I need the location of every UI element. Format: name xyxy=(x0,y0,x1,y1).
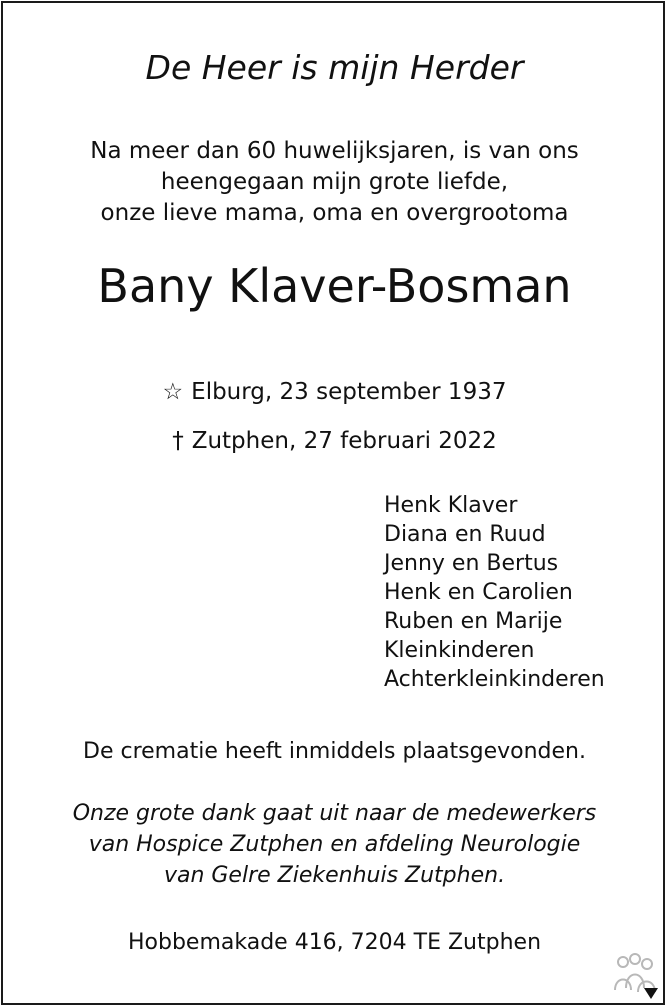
star-icon: ☆ xyxy=(162,379,184,405)
thanks-line: Onze grote dank gaat uit naar de medewerkers xyxy=(72,801,597,826)
thanks-note xyxy=(0,798,669,891)
down-arrow-icon[interactable] xyxy=(644,988,658,1000)
cremation-note: De crematie heeft inmiddels plaatsgevonden. xyxy=(83,739,586,764)
thanks-line: van Gelre Ziekenhuis Zutphen. xyxy=(163,863,506,888)
intro-line: Na meer dan 60 huwelijksjaren, is van ons xyxy=(90,138,579,164)
intro-line: heengegaan mijn grote liefde, xyxy=(160,169,509,195)
cross-icon: † xyxy=(172,428,184,454)
family-member: Ruben en Marije xyxy=(384,609,563,634)
family-member: Henk en Carolien xyxy=(384,580,573,605)
family-member: Kleinkinderen xyxy=(384,638,535,663)
motto: De Heer is mijn Herder xyxy=(145,48,524,87)
death-text: Zutphen, 27 februari 2022 xyxy=(191,428,497,454)
thanks-line: van Hospice Zutphen en afdeling Neurologie xyxy=(88,832,581,857)
address: Hobbemakade 416, 7204 TE Zutphen xyxy=(127,930,542,955)
death-line xyxy=(0,425,669,457)
deceased-name: Bany Klaver-Bosman xyxy=(97,259,572,313)
family-member: Jenny en Bertus xyxy=(384,551,559,576)
birth-line xyxy=(0,376,669,408)
birth-text: Elburg, 23 september 1937 xyxy=(191,379,507,405)
family-member: Diana en Ruud xyxy=(384,522,546,547)
intro-text xyxy=(0,136,669,229)
family-member: Achterkleinkinderen xyxy=(384,667,605,692)
family-member: Henk Klaver xyxy=(384,493,518,518)
family-list xyxy=(384,491,605,694)
intro-line: onze lieve mama, oma en overgrootoma xyxy=(100,200,569,226)
